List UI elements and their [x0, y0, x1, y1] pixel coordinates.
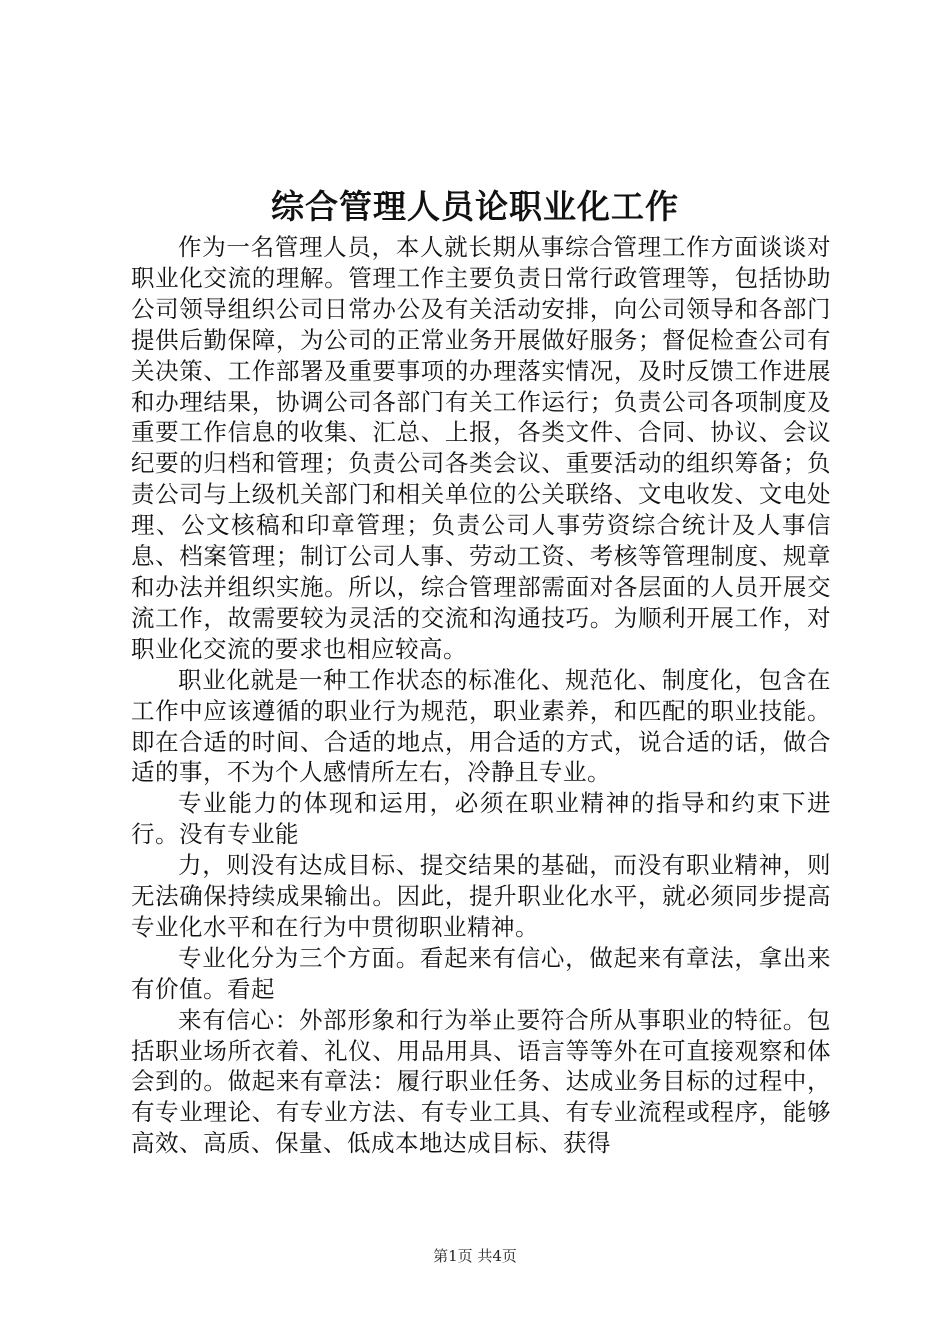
- paragraph: 作为一名管理人员，本人就长期从事综合管理工作方面谈谈对职业化交流的理解。管理工作主要负责日常行政管理等，包括协助公司领导组织公司日常办公及有关活动安排，向公司领导和各部门提供后勤保障，为公司的正常业务开展做好服务；督促检查公司有关决策、工作部署及重要事项的办理落实情况，及时反馈工作进展和办理结果，协调公司各部门有关工作运行；负责公司各项制度及重要工作信息的收集、汇总、上报，各类文件、合同、协议、会议纪要的归档和管理；负责公司各类会议、重要活动的组织筹备；负责公司与上级机关部门和相关单位的公关联络、文电收发、文电处理、公文核稿和印章管理；负责公司人事劳资综合统计及人事信息、档案管理；制订公司人事、劳动工资、考核等管理制度、规章和办法并组织实施。所以，综合管理部需面对各层面的人员开展交流工作，故需要较为灵活的交流和沟通技巧。为顺利开展工作，对职业化交流的要求也相应较高。: [131, 233, 831, 663]
- document-title: 综合管理人员论职业化工作: [271, 187, 679, 226]
- paragraph: 来有信心：外部形象和行为举止要符合所从事职业的特征。包括职业场所衣着、礼仪、用品用具、语言等等外在可直接观察和体会到的。做起来有章法：履行职业任务、达成业务目标的过程中，有专业理论、有专业方法、有专业工具、有专业流程或程序，能够高效、高质、保量、低成本地达成目标、获得: [131, 1005, 831, 1158]
- page-number-footer: 第1页 共4页: [433, 1247, 517, 1265]
- paragraph: 力，则没有达成目标、提交结果的基础，而没有职业精神，则无法确保持续成果输出。因此，提升职业化水平，就必须同步提高专业化水平和在行为中贯彻职业精神。: [131, 851, 831, 941]
- paragraph: 职业化就是一种工作状态的标准化、规范化、制度化，包含在工作中应该遵循的职业行为规范，职业素养，和匹配的职业技能。即在合适的时间、合适的地点，用合适的方式，说合适的话，做合适的事，不为个人感情所左右，冷静且专业。: [131, 665, 831, 787]
- document-body: [131, 232, 831, 1159]
- paragraph: 专业能力的体现和运用，必须在职业精神的指导和约束下进行。没有专业能: [131, 789, 831, 849]
- paragraph: 专业化分为三个方面。看起来有信心，做起来有章法，拿出来有价值。看起: [131, 943, 831, 1003]
